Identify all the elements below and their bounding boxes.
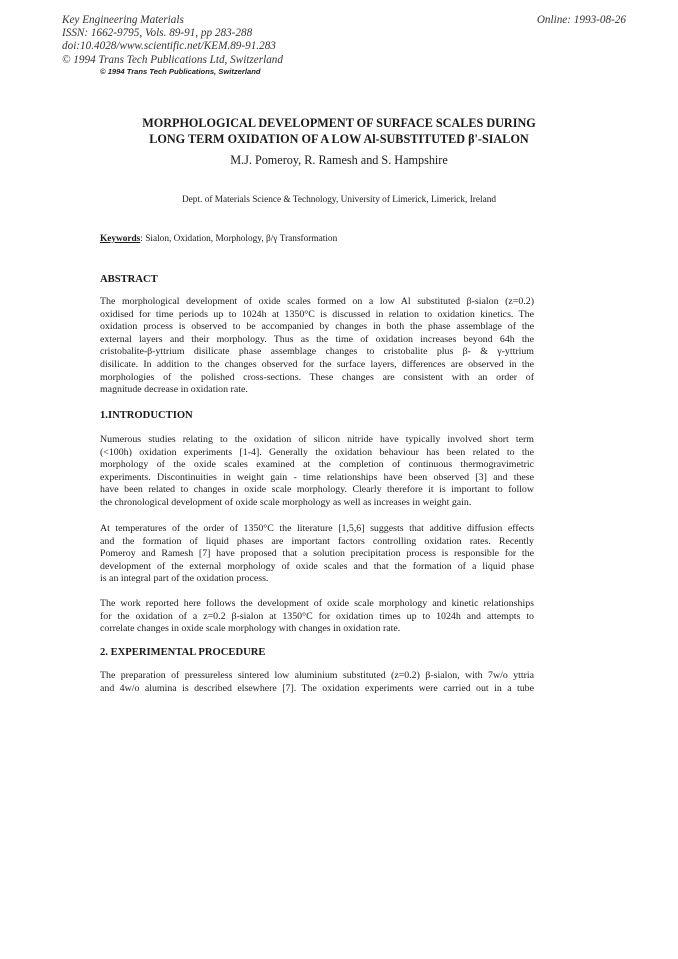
text-line: magnitude decrease in oxidation rate. bbox=[100, 384, 248, 396]
text-line: (<100h) oxidation experiments [1-4]. Generally the oxidation behaviour has been related to the bbox=[100, 446, 534, 458]
keywords bbox=[100, 234, 337, 244]
affiliation: Dept. of Materials Science & Technology, University of Limerick, Limerick, Ireland bbox=[181, 195, 497, 205]
journal-copyright: © 1994 Trans Tech Publications Ltd, Switzerland bbox=[62, 53, 283, 66]
text-line: At temperatures of the order of 1350°C the literature [1,5,6] suggests that additive diffusion effects bbox=[100, 523, 534, 534]
journal-doi: doi:10.4028/www.scientific.net/KEM.89-91.283 bbox=[62, 40, 276, 53]
text-line: have been related to changes in oxide scale morphology. Clearly therefore it is important to follow bbox=[100, 484, 534, 496]
text-line: experiments. Discontinuities in weight gain - time relationships have been observed [3] and these bbox=[100, 471, 534, 483]
authors: M.J. Pomeroy, R. Ramesh and S. Hampshire bbox=[230, 153, 448, 167]
text-line: morphologies of the polished cross-sections. These changes are consistent with an order of bbox=[100, 371, 534, 383]
text-line: correlate changes in oxide scale morphology with changes in oxidation rate. bbox=[100, 623, 401, 635]
text-line: and the formation of liquid phases are important factors controlling oxidation rates. Recently bbox=[100, 535, 534, 547]
publisher-copyright: © 1994 Trans Tech Publications, Switzerland bbox=[100, 67, 261, 76]
text-line: is an integral part of the oxidation process. bbox=[100, 573, 269, 585]
keywords-text: : Sialon, Oxidation, Morphology, β/γ Transformation bbox=[140, 234, 338, 244]
online-date: Online: 1993-08-26 bbox=[536, 14, 626, 26]
text-line: development of the external morphology of oxide scales and that the formation of a liquid phase bbox=[100, 560, 534, 572]
text-line: Pomeroy and Ramesh [7] have proposed that a solution precipitation process is responsible for the bbox=[100, 548, 534, 560]
abstract-paragraph bbox=[100, 296, 534, 397]
introduction-paragraph-1 bbox=[100, 434, 534, 510]
journal-citation bbox=[62, 14, 283, 67]
text-line: the chronological development of oxide scale morphology as well as increases in weight gain. bbox=[100, 496, 472, 508]
text-line: external layers and their morphology. Thus as the time of oxidation increases beyond 64h the bbox=[100, 333, 534, 345]
title-line: MORPHOLOGICAL DEVELOPMENT OF SURFACE SCALES DURING bbox=[142, 116, 536, 130]
text-line: The work reported here follows the development of oxide scale morphology and kinetic relationships bbox=[100, 598, 534, 609]
experimental-paragraph bbox=[100, 670, 534, 695]
text-line: The preparation of pressureless sintered low aluminium substituted (z=0.2) β-sialon, with 7w/o yttria bbox=[100, 670, 534, 681]
text-line: oxidised for time periods up to 1024h at 1350°C is discussed in relation to oxidation kinetics. The bbox=[100, 308, 534, 320]
text-line: morphology of the oxide scales examined at the completion of continuous thermogravimetric bbox=[100, 459, 534, 471]
introduction-heading: 1.INTRODUCTION bbox=[100, 410, 193, 421]
text-line: Numerous studies relating to the oxidation of silicon nitride have typically involved short term bbox=[100, 434, 534, 445]
abstract-heading: ABSTRACT bbox=[100, 274, 158, 285]
introduction-paragraph-2 bbox=[100, 523, 534, 586]
text-line: oxidation process is observed to be accompanied by changes in both the phase assemblage of the bbox=[100, 321, 534, 333]
keywords-label: Keywords bbox=[100, 234, 141, 244]
paper-title bbox=[100, 116, 578, 147]
text-line: for the oxidation of a z=0.2 β-sialon at 1350°C for oxidation times up to 1024h and attempts to bbox=[100, 610, 534, 622]
journal-name: Key Engineering Materials bbox=[62, 14, 184, 26]
text-line: cristobalite-β-yttrium disilicate phase assemblage changes to cristobalite plus β- & γ-yttrium bbox=[100, 346, 534, 358]
text-line: The morphological development of oxide scales formed on a low Al substituted β-sialon (z=0.2) bbox=[100, 296, 534, 307]
journal-issn: ISSN: 1662-9795, Vols. 89-91, pp 283-288 bbox=[62, 27, 253, 40]
title-line: LONG TERM OXIDATION OF A LOW Al-SUBSTITUTED β'-SIALON bbox=[149, 131, 529, 146]
introduction-paragraph-3 bbox=[100, 598, 534, 636]
text-line: and 4w/o alumina is described elsewhere [7]. The oxidation experiments were carried out in a tube bbox=[100, 682, 534, 694]
experimental-heading: 2. EXPERIMENTAL PROCEDURE bbox=[100, 647, 266, 658]
text-line: disilicate. In addition to the changes observed for the surface layers, differences are observed in the bbox=[100, 358, 534, 370]
